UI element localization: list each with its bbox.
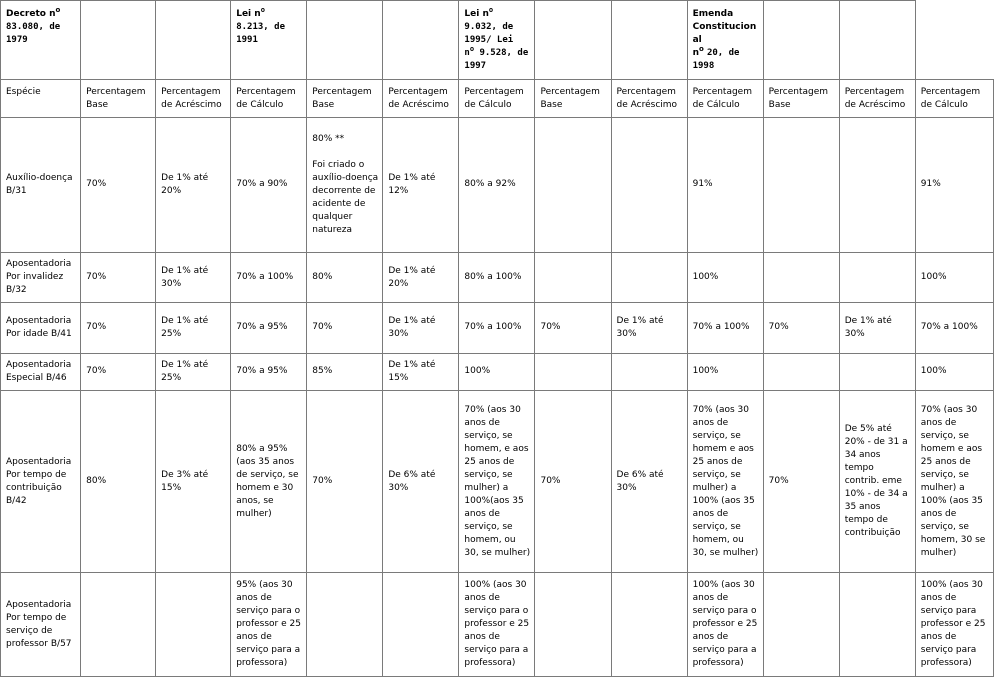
table-cell: 70% [81,252,156,302]
table-cell [763,353,839,390]
law-header-blank-8 [839,1,915,80]
table-row [1,353,994,390]
table-row [1,573,994,677]
table-cell [611,117,687,252]
table-cell: 100% [915,252,993,302]
cell-note: Foi criado o auxílio-doença decorrente de acidente de qualquer natureza [312,159,379,235]
table-cell: De 5% até 20% - de 31 a 34 anos tempo contrib. eme 10% - de 34 a 35 anos tempo de contribuição [839,390,915,572]
table-cell [839,353,915,390]
table-cell: 70% a 100% [687,303,763,353]
table-cell: De 1% até 30% [839,303,915,353]
table-cell: 70% a 100% [459,303,535,353]
table-cell [611,573,687,677]
table-row [1,390,994,572]
header-acrescimo: Percentagem de Acréscimo [839,79,915,117]
table-cell: 95% (aos 30 anos de serviço para o professor e 25 anos de serviço para a professora) [231,573,307,677]
table-cell: De 1% até 12% [383,117,459,252]
table-cell: 100% (aos 30 anos de serviço para o professor e 25 anos de serviço para a professora) [459,573,535,677]
header-base: Percentagem Base [81,79,156,117]
table-cell [763,252,839,302]
header-especie: Espécie [1,79,81,117]
table-cell: 85% [307,353,383,390]
table-cell [307,573,383,677]
header-base: Percentagem Base [307,79,383,117]
law-header-blank-3 [307,1,383,80]
table-cell: De 1% até 20% [383,252,459,302]
table-cell: 80% a 92% [459,117,535,252]
table-cell: De 1% até 25% [156,303,231,353]
table-cell: 70% [81,117,156,252]
table-cell: De 1% até 30% [611,303,687,353]
law-header-blank-1 [81,1,156,80]
law-header-decreto-1979: Decreto $n^o$ 83.080, de 1979 [1,1,81,80]
table-cell [611,353,687,390]
table-cell: 100% [687,353,763,390]
table-cell: 80% a 95% (aos 35 anos de serviço, se homem e 30 anos, se mulher) [231,390,307,572]
law-header-lei-9032-9528: Lei $n^o$ 9.032, de 1995/ Lei $n^o$ 9.528, de 1997 [459,1,535,80]
table-cell: 70% a 95% [231,303,307,353]
table-cell [535,252,611,302]
row-especie: Aposentadoria Por invalidez B/32 [1,252,81,302]
table-cell: 70% [307,390,383,572]
row-especie: Aposentadoria Por tempo de contribuição B/42 [1,390,81,572]
table-cell: 80% [307,252,383,302]
table-cell: De 3% até 15% [156,390,231,572]
table-cell [839,117,915,252]
table-cell: 70% [763,303,839,353]
table-cell: 91% [687,117,763,252]
column-header-row [1,79,994,117]
header-acrescimo: Percentagem de Acréscimo [156,79,231,117]
header-calculo: Percentagem de Cálculo [459,79,535,117]
table-cell: De 1% até 20% [156,117,231,252]
table-cell [839,252,915,302]
table-cell: 80% [81,390,156,572]
table-row [1,303,994,353]
table-cell: 70% (aos 30 anos de serviço, se homem e aos 25 anos de serviço, se mulher) a 100% (aos 35 anos de serviço, se homem, ou 30, se mulher) [687,390,763,572]
table-cell: 70% [535,303,611,353]
law-header-blank-6 [611,1,687,80]
header-acrescimo: Percentagem de Acréscimo [383,79,459,117]
law-header-lei-8213: Lei $n^o$ 8.213, de 1991 [231,1,307,80]
table-cell: De 6% até 30% [611,390,687,572]
row-especie: Aposentadoria Por idade B/41 [1,303,81,353]
header-base: Percentagem Base [535,79,611,117]
table-cell [839,573,915,677]
table-cell: 70% a 100% [915,303,993,353]
table-cell: 70% [535,390,611,572]
table-cell: 80% a 100% [459,252,535,302]
table-cell: 70% (aos 30 anos de serviço, se homem, e aos 25 anos de serviço, se mulher) a 100%(aos 35 anos de serviço, se homem, ou 30, se mulher) [459,390,535,572]
table-cell-with-note [307,117,383,252]
table-cell [535,573,611,677]
table-cell: 100% (aos 30 anos de serviço para professor e 25 anos de serviço para professora) [915,573,993,677]
table-cell: 100% [459,353,535,390]
table-cell: De 1% até 30% [383,303,459,353]
law-header-emenda-20: Emenda Constitucional $n^o$ 20, de 1998 [687,1,763,80]
table-cell [156,573,231,677]
row-especie: Aposentadoria Por tempo de serviço de professor B/57 [1,573,81,677]
table-cell: De 6% até 30% [383,390,459,572]
table-cell: De 1% até 25% [156,353,231,390]
table-cell: 70% (aos 30 anos de serviço, se homem e aos 25 anos de serviço, se mulher) a 100% (aos 35 anos de serviço, se homem, 30 se mulher) [915,390,993,572]
table-cell: 91% [915,117,993,252]
table-cell [81,573,156,677]
table-cell [535,117,611,252]
table-cell: 70% [81,353,156,390]
header-base: Percentagem Base [763,79,839,117]
table-cell: De 1% até 15% [383,353,459,390]
law-header-blank-7 [763,1,839,80]
law-header-blank-4 [383,1,459,80]
header-calculo: Percentagem de Cálculo [231,79,307,117]
table-cell: 70% [763,390,839,572]
table-row [1,117,994,252]
table-row [1,252,994,302]
table-cell: 100% (aos 30 anos de serviço para o professor e 25 anos de serviço para a professora) [687,573,763,677]
table-cell [383,573,459,677]
table-cell: 100% [687,252,763,302]
table-cell: 70% a 95% [231,353,307,390]
table-cell: 70% a 90% [231,117,307,252]
table-cell [763,117,839,252]
table-cell [611,252,687,302]
law-header-row [1,1,994,80]
table-cell: 70% [307,303,383,353]
row-especie: Aposentadoria Especial B/46 [1,353,81,390]
header-calculo: Percentagem de Cálculo [687,79,763,117]
table-cell [763,573,839,677]
table-cell: 100% [915,353,993,390]
table-cell: 70% a 100% [231,252,307,302]
table-cell: De 1% até 30% [156,252,231,302]
table-cell: 70% [81,303,156,353]
table-cell-value: 80% ** [312,133,345,144]
header-acrescimo: Percentagem de Acréscimo [611,79,687,117]
header-calculo: Percentagem de Cálculo [915,79,993,117]
law-header-blank-5 [535,1,611,80]
row-especie: Auxílio-doença B/31 [1,117,81,252]
table-cell [535,353,611,390]
law-header-blank-2 [156,1,231,80]
